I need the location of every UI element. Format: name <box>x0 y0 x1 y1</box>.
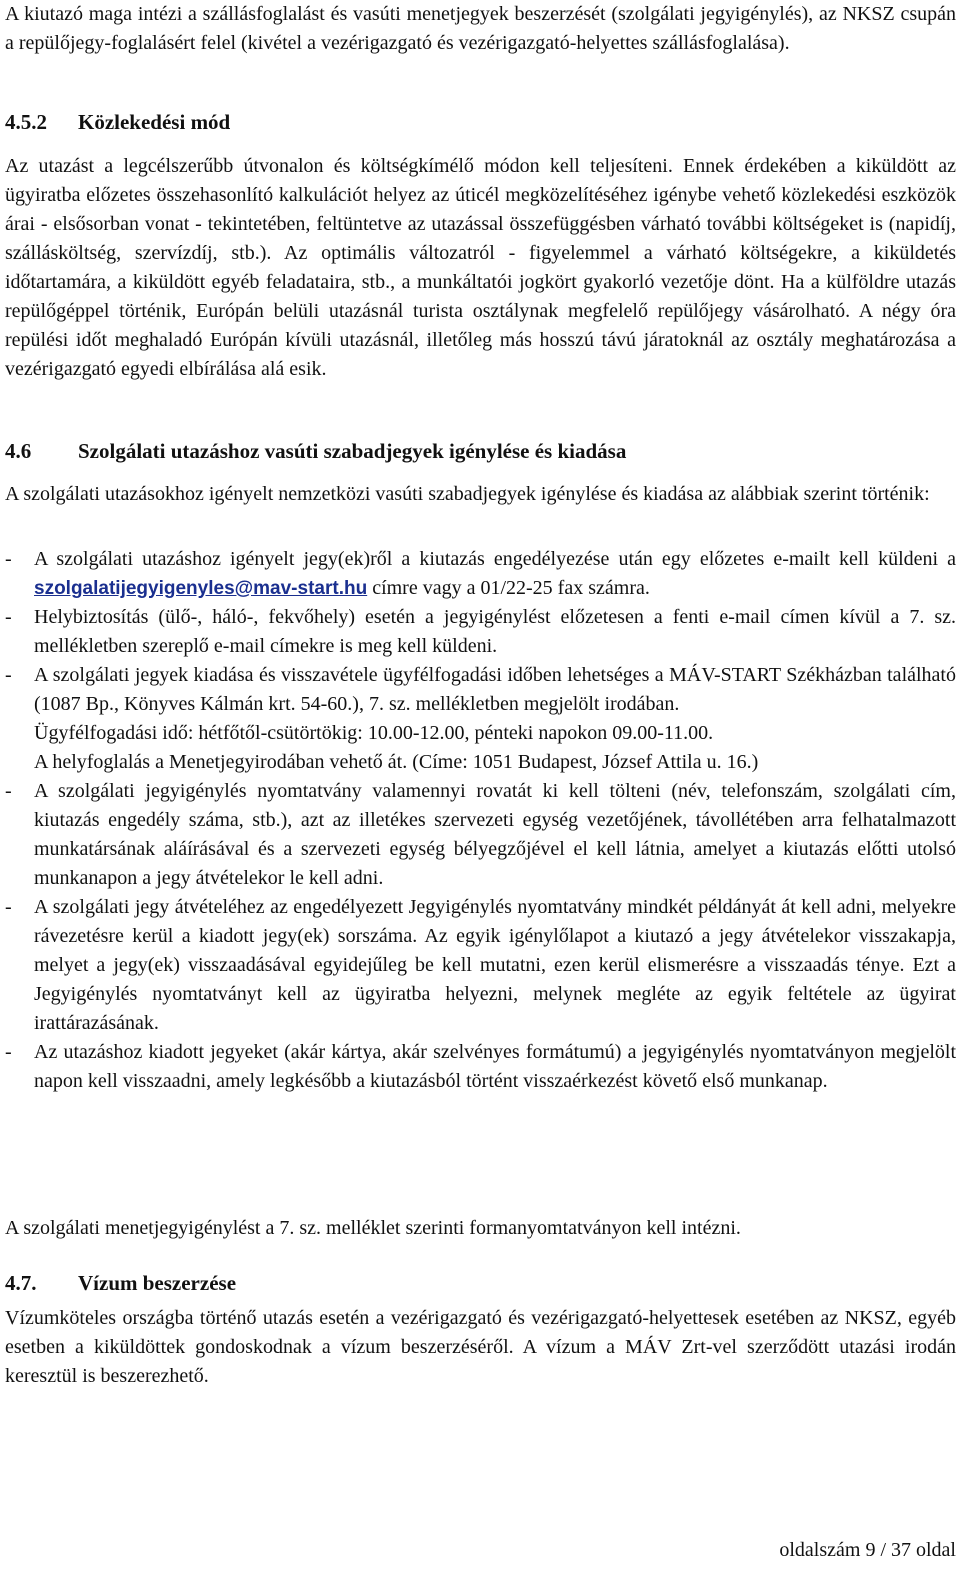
list-item-text: Helybiztosítás (ülő-, háló-, fekvőhely) esetén a jegyigénylést előzetesen a fenti e-mail címen kívül a 7. sz. mellékletben szereplő e-mail címekre is meg kell küldeni. <box>34 606 956 657</box>
list-item-text: A szolgálati jegyek kiadása és visszavétele ügyfélfogadási időben lehetséges a MÁV-START Székházban található (1087 Bp., Könyves Kálmán krt. 54-60.), 7. sz. mellékletben megjelölt irodában. <box>34 664 956 715</box>
office-hours: Ügyfélfogadási idő: hétfőtől-csütörtökig: 10.00-12.00, pénteki napokon 09.00-11.00. <box>34 722 714 744</box>
section-number: 4.7. <box>5 1271 37 1295</box>
section-heading-4-5-2 <box>5 108 230 137</box>
section-4-6-closing: A szolgálati menetjegyigénylést a 7. sz. melléklet szerinti formanyomtatványon kell intézni. <box>5 1217 741 1239</box>
section-heading-4-6 <box>5 437 626 466</box>
list-dash: - <box>5 606 12 628</box>
section-title: Szolgálati utazáshoz vasúti szabadjegyek igénylése és kiadása <box>78 439 627 463</box>
list-dash: - <box>5 780 12 802</box>
booking-pickup: A helyfoglalás a Menetjegyirodában vehető át. (Címe: 1051 Budapest, József Attila u. 16.) <box>34 751 759 773</box>
list-item <box>5 545 956 603</box>
section-number: 4.5.2 <box>5 110 47 134</box>
list-dash: - <box>5 548 12 570</box>
list-item <box>5 893 956 1038</box>
section-title: Közlekedési mód <box>78 110 231 134</box>
list-item-text: A szolgálati jegy átvételéhez az engedélyezett Jegyigénylés nyomtatvány mindkét példányát át kell adni, melyekre rávezetésre kerül a kiadott jegy(ek) sorszáma. Az egyik igénylőlapot a kiutazó a jegy átvételekor visszakapja, melyet a jegy(ek) visszaadásával egyidejűleg be kell mutatni, ezen kerül elismerésre a visszaadás ténye. Ezt a Jegyigénylés nyomtatványt kell az ügyiratba helyezni, melynek megléte az egyik feltétele az ügyirat irattárazásának. <box>34 896 956 1034</box>
list-item <box>5 661 956 777</box>
list-item <box>5 603 956 661</box>
section-4-7-body: Vízumköteles országba történő utazás esetén a vezérigazgató és vezérigazgató-helyettesek esetében az NKSZ, egyéb esetben a kiküldöttek gondoskodnak a vízum beszerzéséről. A vízum a MÁV Zrt-vel szerződött utazási irodán keresztül is beszerezhető. <box>5 1307 956 1387</box>
list-dash: - <box>5 896 12 918</box>
list-dash: - <box>5 1041 12 1063</box>
ticket-rules-list <box>5 545 956 1096</box>
section-4-5-2-body: Az utazást a legcélszerűbb útvonalon és költségkímélő módon kell teljesíteni. Ennek érdekében a kiküldött az ügyiratba előzetes összehasonlító kalkulációt helyez az úticél megközelítéséhez igénybe vehető közlekedési eszközök árai - elsősorban vonat - tekintetében, feltüntetve az utazással összefüggésben várható további költségeket is (napidíj, szállásköltség, szervízdíj, stb.). Az optimális változatról - figyelemmel a várható költségekre, a kiküldetés időtartamára, a kiküldött egyéb feladataira, stb., a munkáltatói jogkört gyakorló vezetője dönt. Ha a külföldre utazás repülőgéppel történik, Európán belüli utazásnál turista osztálynak megfelelő repülőjegy vásárolható. A négy óra repülési időt meghaladó Európán kívüli utazásnál, illetőleg más hosszú távú járatoknál az osztály meghatározása a vezérigazgató egyedi elbírálása alá esik. <box>5 155 956 380</box>
section-4-6-body: A szolgálati utazásokhoz igényelt nemzetközi vasúti szabadjegyek igénylése és kiadása az alábbiak szerint történik: <box>5 483 930 505</box>
list-item-text: címre vagy a 01/22-25 fax számra. <box>367 577 650 599</box>
list-item-text: A szolgálati jegyigénylés nyomtatvány valamennyi rovatát ki kell tölteni (név, telefonszám, szolgálati cím, kiutazás engedély száma, stb.), azt az illetékes szervezeti egység vezetőjének, távollétében arra felhatalmazott munkatársának aláírásával és a szervezeti egység bélyegzőjével el kell látnia, amelyet a kiutazás előtti utolsó munkanapon a jegy átvételekor le kell adni. <box>34 780 956 889</box>
list-item <box>5 777 956 893</box>
page-number: oldalszám 9 / 37 oldal <box>779 1539 956 1561</box>
list-item-text: A szolgálati utazáshoz igényelt jegy(ek)ről a kiutazás engedélyezése után egy előzetes e-mailt kell küldeni a <box>34 548 956 570</box>
list-dash: - <box>5 664 12 686</box>
email-link[interactable]: szolgalatijegyigenyles@mav-start.hu <box>34 578 368 599</box>
section-title: Vízum beszerzése <box>78 1271 237 1295</box>
intro-paragraph: A kiutazó maga intézi a szállásfoglalást és vasúti menetjegyek beszerzését (szolgálati jegyigénylés), az NKSZ csupán a repülőjegy-foglalásért felel (kivétel a vezérigazgató és vezérigazgató-helyettes szállásfoglalása). <box>5 3 956 54</box>
list-item-text: Az utazáshoz kiadott jegyeket (akár kártya, akár szelvényes formátumú) a jegyigénylés nyomtatványon megjelölt napon kell visszaadni, amely legkésőbb a kiutazásból történt visszaérkezést követő első munkanap. <box>34 1041 956 1092</box>
list-item <box>5 1038 956 1096</box>
section-number: 4.6 <box>5 439 32 463</box>
section-heading-4-7 <box>5 1269 236 1298</box>
